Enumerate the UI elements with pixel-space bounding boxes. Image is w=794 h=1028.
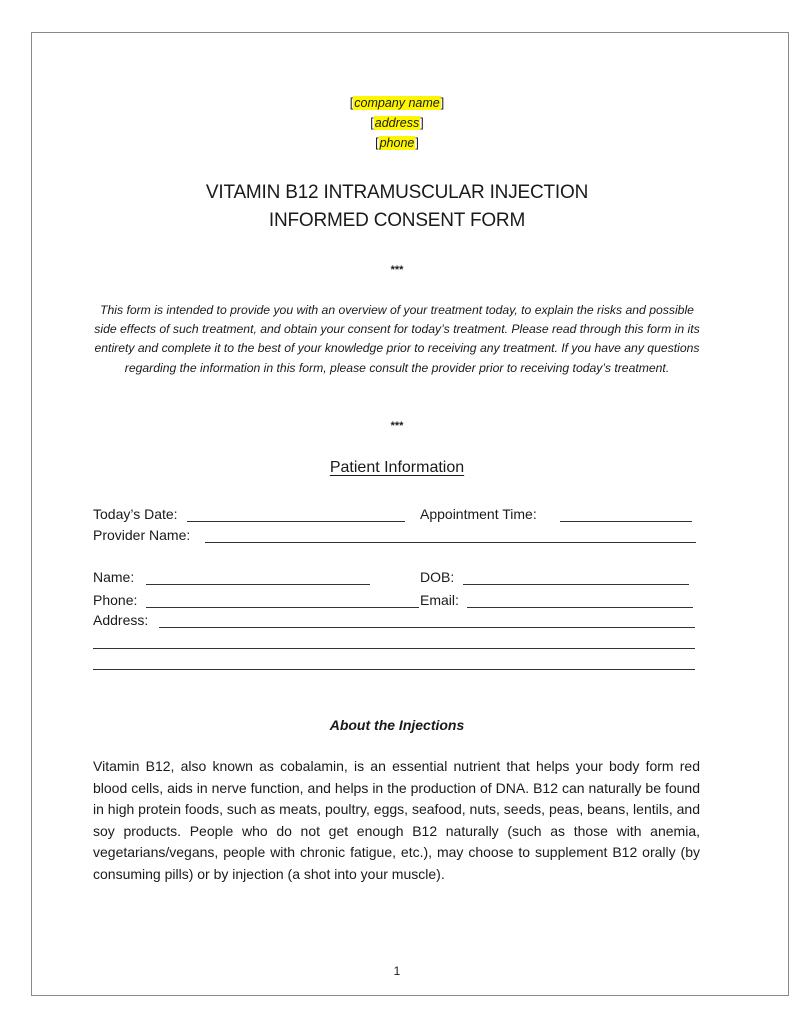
- email-field[interactable]: [467, 607, 693, 608]
- address-placeholder: [address]: [370, 116, 424, 130]
- separator-bottom: ***: [390, 420, 404, 432]
- provider-name-field[interactable]: [205, 542, 696, 543]
- address-field-line3[interactable]: [93, 669, 695, 670]
- intro-paragraph: This form is intended to provide you with an overview of your treatment today, to explain the risks and possible side effects of such treatment, and obtain your consent for today’s treatment. Please read through this form in its entirety and complete it to the best of your knowledge prior to receiving any treatment. If you have any questions regarding the information in this form, please consult the provider prior to receiving today’s treatment.: [94, 303, 700, 375]
- address-text: address: [374, 116, 420, 130]
- separator-top: ***: [390, 264, 404, 276]
- email-label: Email:: [420, 592, 459, 608]
- form-title-line1: VITAMIN B12 INTRAMUSCULAR INJECTION: [205, 182, 589, 203]
- appointment-time-label: Appointment Time:: [420, 506, 537, 522]
- phone-label: Phone:: [93, 592, 138, 608]
- patient-information-heading-text: Patient Information: [329, 459, 465, 476]
- name-field[interactable]: [146, 584, 370, 585]
- address-label: Address:: [93, 612, 149, 628]
- todays-date-field[interactable]: [187, 521, 405, 522]
- name-label: Name:: [93, 569, 135, 585]
- about-injections-heading: About the Injections: [329, 717, 465, 733]
- appointment-time-field[interactable]: [560, 521, 692, 522]
- phone-field[interactable]: [146, 607, 419, 608]
- phone-placeholder: [phone]: [375, 136, 419, 150]
- dob-field[interactable]: [463, 584, 689, 585]
- address-field-line1[interactable]: [159, 627, 695, 628]
- phone-text: phone: [379, 136, 415, 150]
- form-title-line2: INFORMED CONSENT FORM: [268, 210, 526, 231]
- company-name-placeholder: [company name]: [349, 96, 445, 110]
- page-number: 1: [393, 964, 401, 978]
- dob-label: DOB:: [420, 569, 455, 585]
- patient-information-heading: [0, 459, 794, 477]
- provider-name-label: Provider Name:: [93, 527, 191, 543]
- company-name-text: company name: [354, 96, 440, 110]
- todays-date-label: Today’s Date:: [93, 506, 178, 522]
- address-field-line2[interactable]: [93, 648, 695, 649]
- about-injections-paragraph: Vitamin B12, also known as cobalamin, is an essential nutrient that helps your body form red blood cells, aids in nerve function, and helps in the production of DNA. B12 can naturally be found in high protein foods, such as meats, poultry, eggs, seafood, nuts, seeds, peas, beans, lentils, and soy products. People who do not get enough B12 naturally (such as those with anemia, vegetarians/vegans, people with chronic fatigue, etc.), may choose to supplement B12 orally (by consuming pills) or by injection (a shot into your muscle).: [93, 758, 700, 882]
